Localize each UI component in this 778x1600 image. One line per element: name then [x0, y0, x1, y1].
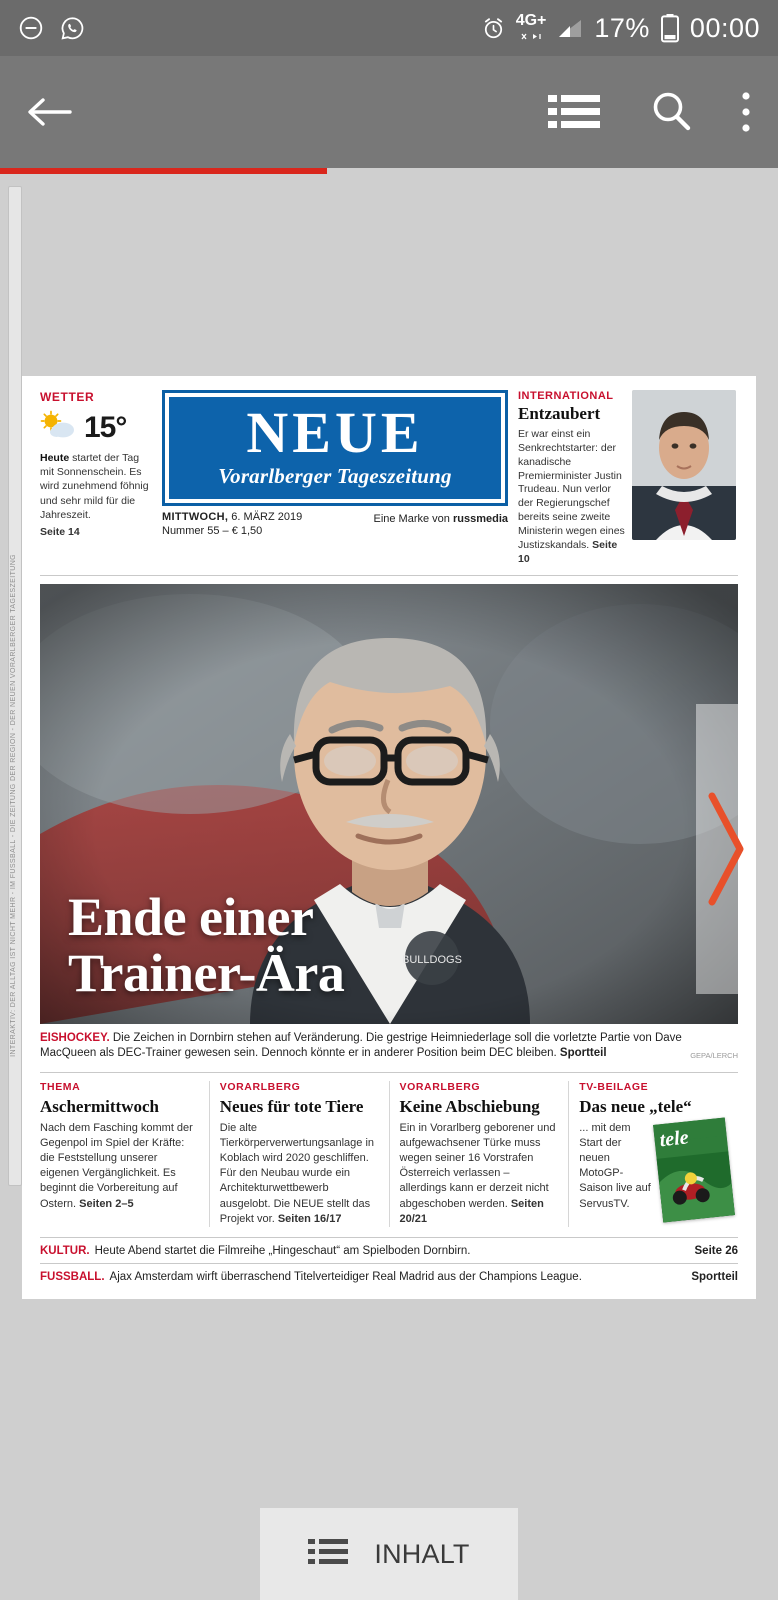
bottom-bar: [0, 1384, 778, 1600]
signal-bars-icon: [556, 16, 584, 40]
teaser-headline: Das neue „tele“: [579, 1096, 692, 1116]
masthead-logo-column: [162, 390, 508, 537]
tele-logo-label: tele: [658, 1126, 690, 1152]
whatsapp-icon: [60, 16, 85, 41]
weather-row: [40, 410, 152, 445]
teaser-kicker: THEMA: [40, 1080, 81, 1093]
international-body: [518, 428, 626, 567]
teaser-kicker: TV-BEILAGE: [579, 1080, 649, 1093]
teaser-kicker: VORARLBERG: [219, 1080, 301, 1093]
international-page-ref: Seite 10: [518, 538, 618, 565]
next-page-button[interactable]: [696, 704, 756, 994]
brief-page-ref: Sportteil: [691, 1270, 738, 1283]
weather-page-ref: Seite 14: [40, 525, 80, 538]
battery-percent-label: 17%: [594, 12, 650, 43]
teaser-page-ref: Seiten 2–5: [79, 1197, 134, 1210]
hero-headline-line2: Trainer-Ära: [68, 943, 345, 1004]
brief-text: Ajax Amsterdam wirft überraschend Titelverteidiger Real Madrid aus der Champions League.: [109, 1270, 582, 1283]
teaser-body-text: ... mit dem Start der neuen MotoGP-Saison live auf ServusTV.: [579, 1121, 651, 1210]
battery-icon: [660, 13, 680, 43]
newspaper-logo-subtitle: Vorarlberger Tageszeitung: [218, 464, 452, 489]
teaser-body: [220, 1121, 379, 1227]
teaser-headline: Aschermittwoch: [40, 1096, 159, 1116]
weather-text-body: startet der Tag mit Sonnenschein. Es wird zunehmend föhnig und sehr mild für die Jahreszeit.: [40, 452, 149, 521]
sun-cloud-icon: [40, 410, 78, 445]
brief-kultur[interactable]: [40, 1237, 738, 1263]
international-kicker: INTERNATIONAL: [518, 390, 614, 402]
international-teaser[interactable]: [518, 390, 738, 567]
app-bar: [0, 56, 778, 168]
weather-text-bold: Heute: [40, 452, 70, 464]
international-headline: Entzaubert: [518, 404, 601, 423]
teaser-page-ref: Seiten 20/21: [399, 1197, 544, 1225]
hero-headline: [68, 887, 345, 1004]
clock-label: 00:00: [689, 12, 760, 43]
teaser-kicker: VORARLBERG: [399, 1080, 481, 1093]
teaser-body-text: Ein in Vorarlberg geborener und aufgewachsener Türke muss wegen seiner 16 Vorstrafen Österreich verlassen – allerdings kann er derzeit nicht abgeschoben werden.: [399, 1121, 556, 1210]
hero-caption-text: Die Zeichen in Dornbirn stehen auf Veränderung. Die gestrige Heimniederlage soll die vorletzte Partie von Dave MacQueen als DEC-Trainer gewesen sein. Dennoch könnte er in anderer Position beim DEC bleiben.: [40, 1031, 682, 1060]
masthead-date-day: MITTWOCH,: [162, 511, 229, 524]
brief-fussball[interactable]: [40, 1263, 738, 1289]
hero-caption-ref: Sportteil: [559, 1047, 607, 1060]
status-bar-left-icons: [18, 15, 85, 41]
teaser-column-vorarlberg-tiere[interactable]: [209, 1081, 389, 1227]
weather-temperature: 15°: [84, 410, 127, 444]
hero-headline-line1: Ende einer: [68, 887, 314, 948]
masthead-date: [162, 511, 302, 523]
newspaper-logo: [162, 390, 508, 506]
page-edge-text: INTERAKTIV: DER ALLTAG IST NICHT MEHR - IM FUSSBALL - DIE ZEITUNG DER REGION - DER NEUEN VORARLBERGER TAGESZEITUNG: [10, 554, 17, 1057]
app-bar-actions: [546, 89, 752, 135]
hero-caption: [40, 1031, 738, 1062]
network-type-label: 4G+: [515, 11, 547, 29]
list-icon: [308, 1537, 348, 1572]
international-text-block: [518, 390, 626, 567]
brief-kicker: KULTUR.: [40, 1244, 90, 1257]
hero-caption-kicker: EISHOCKEY.: [40, 1031, 110, 1044]
masthead-date-block: [162, 511, 302, 537]
brief-kicker: FUSSBALL.: [40, 1270, 105, 1283]
teaser-column-vorarlberg-abschiebung[interactable]: [389, 1081, 569, 1227]
newspaper-logo-inner: [169, 397, 501, 499]
status-bar: [0, 0, 778, 56]
teaser-headline: Keine Abschiebung: [399, 1096, 540, 1116]
teaser-body-text: Die alte Tierkörperverwertungsanlage in Koblach wird 2020 geschliffen. Für den Neubau wurde ein Architekturwettbewerb ausgelobt. Die NEUE stellt das Projekt vor.: [219, 1121, 375, 1225]
hero-photo[interactable]: [40, 584, 738, 1024]
masthead: [40, 390, 738, 567]
tele-teaser: [579, 1121, 738, 1219]
weather-text: [40, 451, 152, 539]
brief-text: Heute Abend startet die Filmreihe „Hingeschaut“ am Spielboden Dornbirn.: [94, 1244, 471, 1257]
masthead-divider: [40, 575, 738, 576]
teaser-headline: Neues für tote Tiere: [219, 1096, 364, 1116]
teaser-body-text: Nach dem Fasching kommt der Gegenpol im Spiel der Kräfte: die Feststellung unserer eigenen Vergänglichkeit. Es beginnt die Vorbereitung auf Ostern.: [40, 1121, 193, 1210]
masthead-date-rest: 6. MÄRZ 2019: [228, 511, 303, 524]
hero-photo-credit: GEPA/LERCH: [690, 1050, 738, 1060]
portrait-justin-trudeau-image: [632, 390, 736, 540]
teaser-body: [40, 1121, 199, 1212]
newspaper-logo-title: NEUE: [246, 400, 424, 465]
more-vertical-icon[interactable]: [740, 90, 752, 134]
search-icon[interactable]: [648, 89, 694, 135]
magazine-cover-motogp-image: [653, 1117, 735, 1222]
brief-page-ref: Seite 26: [694, 1244, 738, 1257]
newspaper-front-page[interactable]: [22, 376, 756, 1299]
back-arrow-icon[interactable]: [26, 95, 72, 129]
chevron-right-icon: [704, 790, 748, 908]
weather-kicker: WETTER: [40, 390, 95, 404]
teaser-column-tv-beilage[interactable]: [568, 1081, 738, 1227]
international-body-text: Er war einst ein Senkrechtstarter: der kanadische Premierminister Justin Trudeau. Nun verlor der Regierungschef bereits seine zweite Ministerin wegen eines Justizskandals.: [518, 428, 625, 551]
page-viewer[interactable]: [0, 174, 778, 1384]
weather-block[interactable]: [40, 390, 152, 539]
masthead-brand-name: russmedia: [452, 513, 508, 526]
list-view-icon[interactable]: [546, 91, 602, 133]
teaser-body: [400, 1121, 559, 1227]
network-type-indicator: [516, 13, 547, 44]
teaser-page-ref: Seiten 16/17: [277, 1212, 342, 1225]
masthead-issue: Nummer 55 – € 1,50: [162, 525, 263, 538]
inhalt-button[interactable]: [260, 1508, 518, 1600]
masthead-meta: [162, 511, 508, 537]
do-not-disturb-icon: [18, 15, 44, 41]
masthead-brand-prefix: Eine Marke von: [373, 513, 453, 526]
teaser-columns: [40, 1072, 738, 1227]
inhalt-button-label: INHALT: [374, 1538, 470, 1569]
status-bar-right: [481, 13, 760, 44]
teaser-column-thema[interactable]: [40, 1081, 209, 1227]
alarm-icon: [481, 16, 506, 41]
masthead-brandline: [373, 511, 508, 525]
